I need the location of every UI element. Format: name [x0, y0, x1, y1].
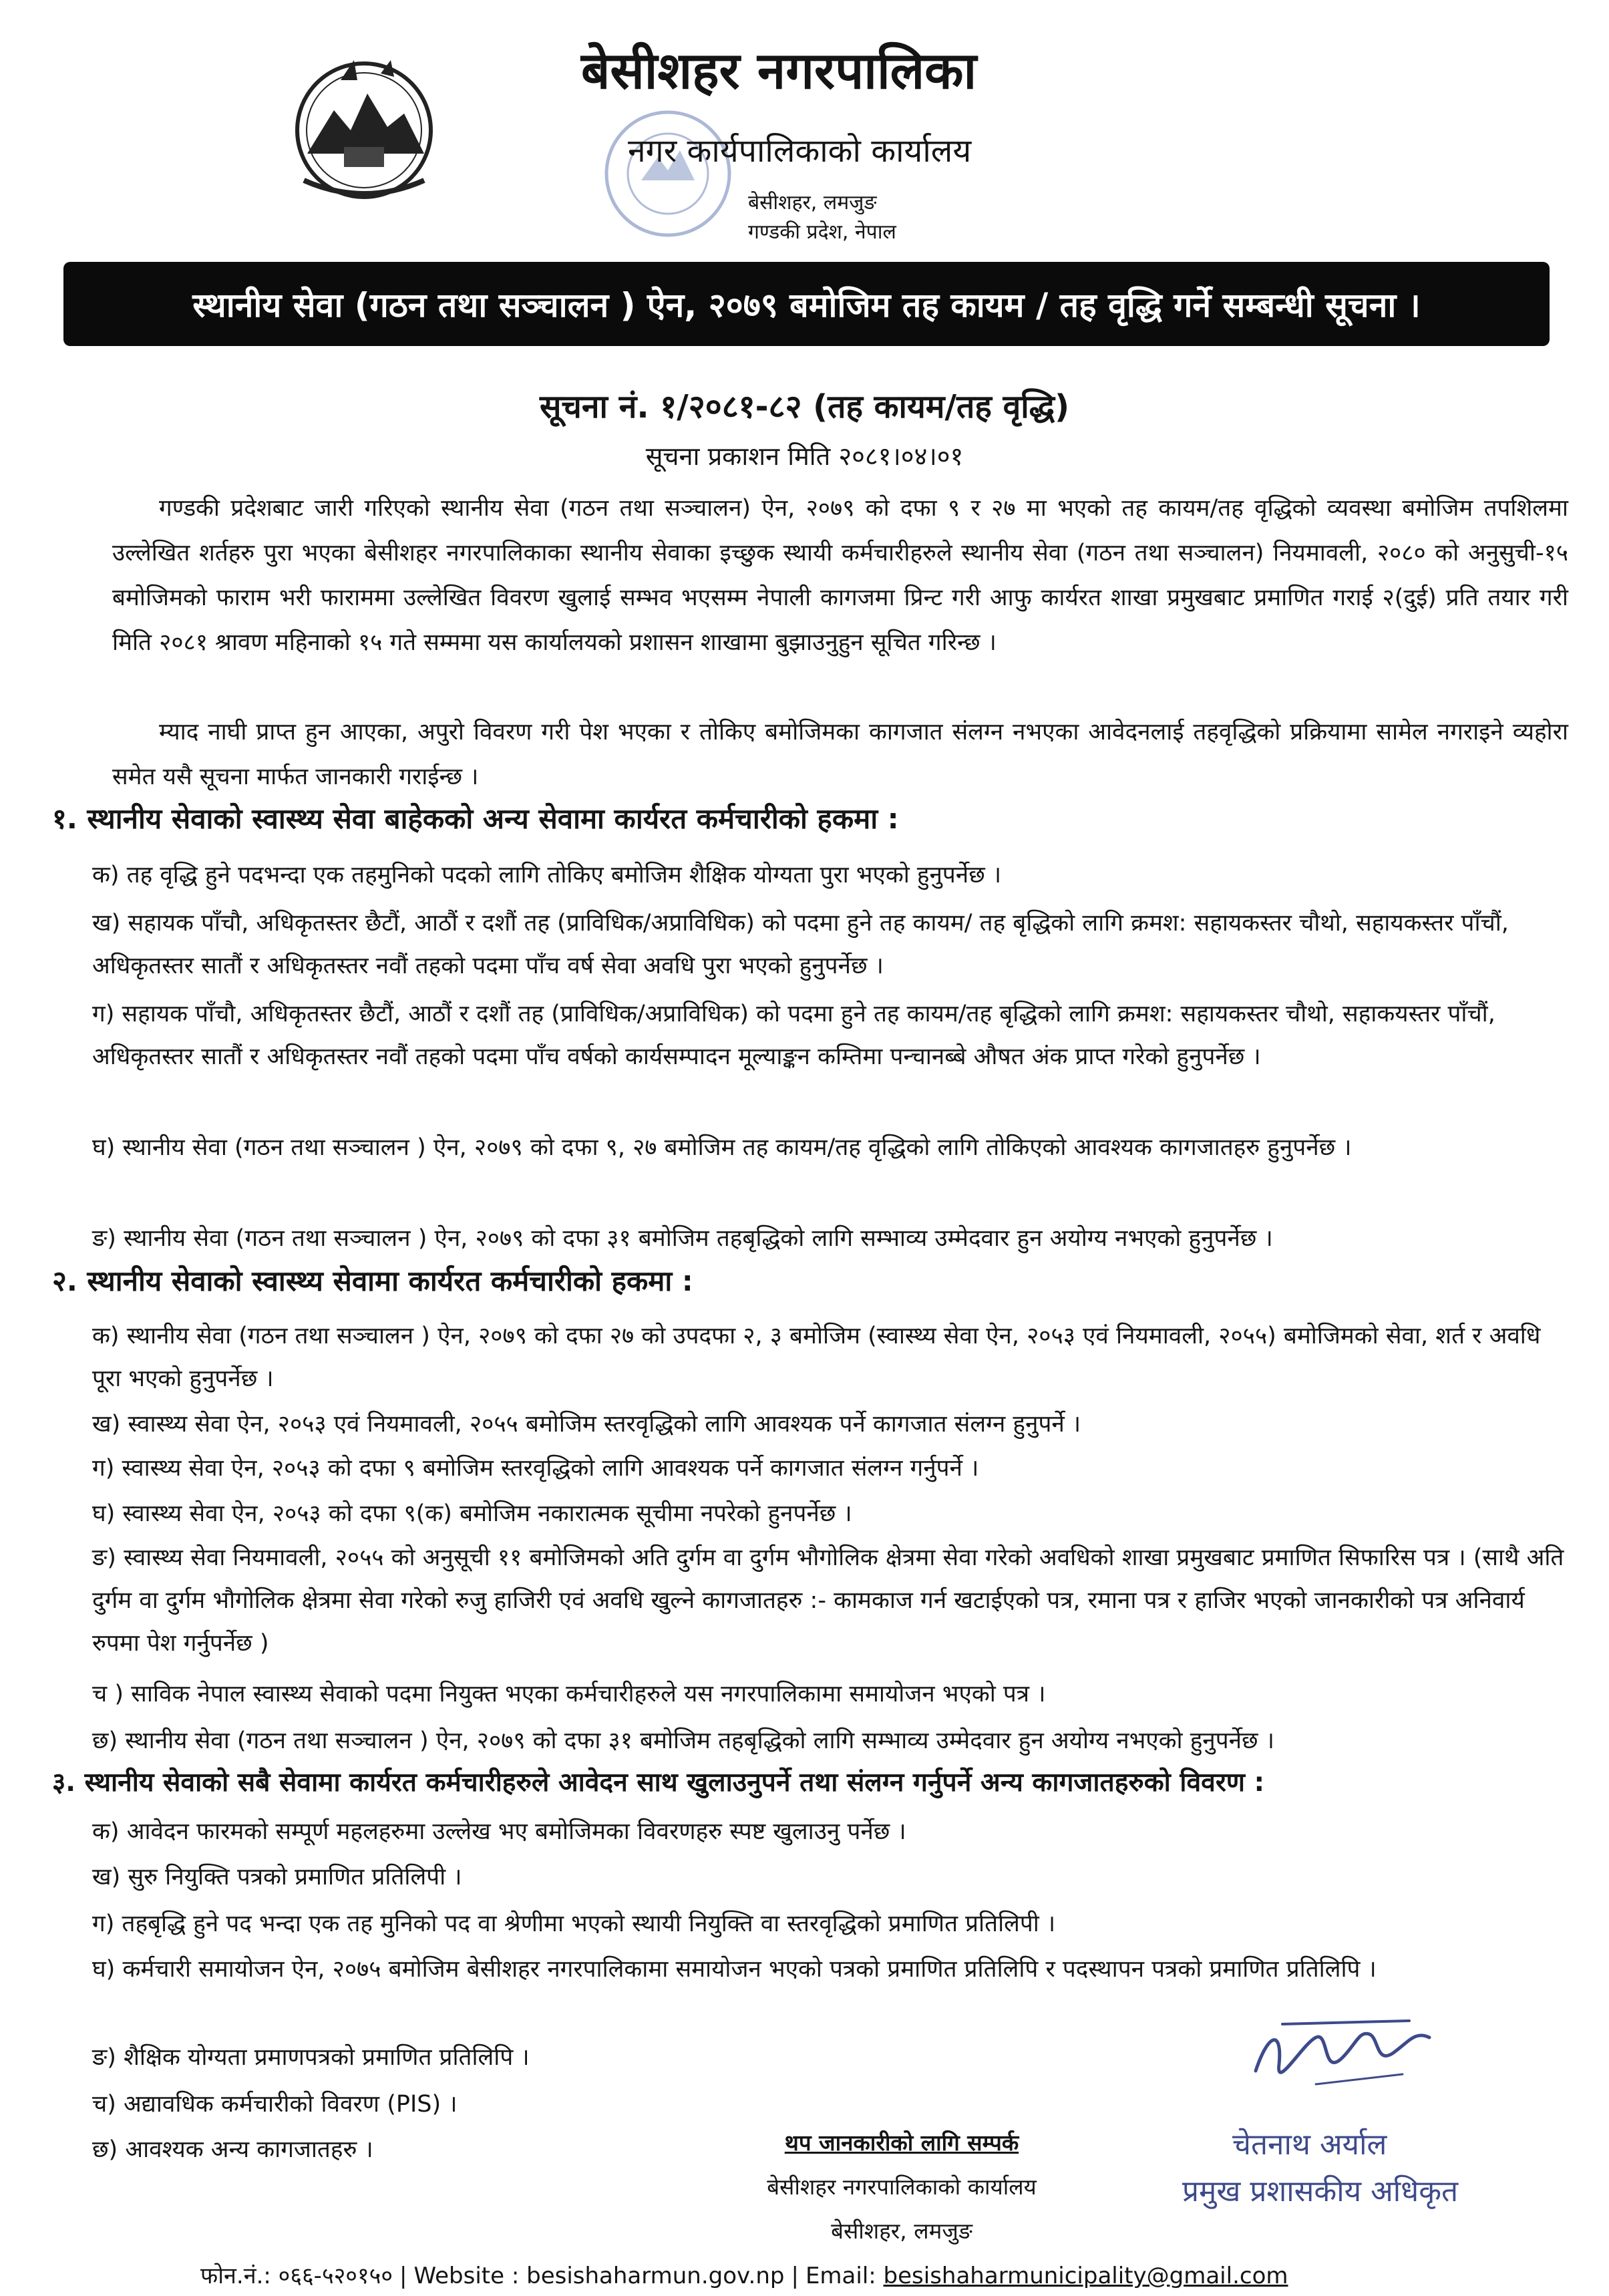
item-text: स्वास्थ्य सेवा ऐन, २०५३ एवं नियमावली, २०५५ बमोजिम स्तरवृद्धिको लागि आवश्यक पर्ने कागजात संलग्न हुनुपर्ने ।: [128, 1411, 1081, 1438]
item-label: क): [92, 1323, 120, 1349]
item-text: स्थानीय सेवा (गठन तथा सञ्चालन ) ऐन, २०७९ को दफा २७ को उपदफा २, ३ बमोजिम (स्वास्थ्य सेवा ऐन, २०५३ एवं नियमावली, २०५५) बमोजिमको सेवा, शर्त र अवधि पूरा भएको हुनुपर्नेछ ।: [92, 1323, 1541, 1392]
item-label: घ): [92, 1956, 116, 1983]
address-line-2: गण्डकी प्रदेश, नेपाल: [748, 220, 896, 244]
item-label: ग): [92, 1455, 115, 1482]
item-label: क): [92, 862, 120, 888]
item-label: घ): [92, 1134, 116, 1161]
item-text: आवेदन फारमको सम्पूर्ण महलहरुमा उल्लेख भए बमोजिमका विवरणहरु स्पष्ट खुलाउनु पर्नेछ ।: [126, 1818, 906, 1845]
item-text: आवश्यक अन्य कागजातहरु ।: [125, 2136, 373, 2163]
list-item: [92, 993, 1568, 1078]
nepal-emblem-icon: [281, 47, 448, 207]
contact-line-2: बेसीशहर, लमजुङ: [831, 2218, 972, 2244]
item-text: शैक्षिक योग्यता प्रमाणपत्रको प्रमाणित प्रतिलिपि ।: [124, 2044, 530, 2071]
notice-banner: स्थानीय सेवा (गठन तथा सञ्चालन ) ऐन, २०७९ बमोजिम तह कायम / तह वृद्धि गर्ने सम्बन्धी सूचना ।: [63, 262, 1550, 346]
item-label: च ): [92, 1681, 124, 1707]
list-item: [92, 1403, 1568, 1446]
item-label: छ): [92, 1728, 118, 1754]
footer-email[interactable]: besishaharmunicipality@gmail.com: [883, 2263, 1288, 2289]
list-item: [92, 1903, 1568, 1945]
item-text: कर्मचारी समायोजन ऐन, २०७५ बमोजिम बेसीशहर नगरपालिकामा समायोजन भएको पत्रको प्रमाणित प्रतिलिपि र पदस्थापन पत्रको प्रमाणित प्रतिलिपि ।: [122, 1956, 1377, 1983]
item-text: अद्यावधिक कर्मचारीको विवरण (PIS) ।: [124, 2091, 458, 2118]
item-text: सहायक पाँचौ, अधिकृतस्तर छैटौं, आठौं र दशौं तह (प्राविधिक/अप्राविधिक) को पदमा हुने तह कायम/ तह बृद्धिको लागि क्रमश: सहायकस्तर चौथो, सहायकस्तर पाँचौं, अधिकृतस्तर सातौं र अधिकृतस्तर नवौं तहको पदमा पाँच वर्ष सेवा अवधि पुरा भएको हुनुपर्नेछ ।: [92, 910, 1509, 979]
item-text: स्वास्थ्य सेवा ऐन, २०५३ को दफा ९ बमोजिम स्तरवृद्धिको लागि आवश्यक पर्ने कागजात संलग्न गर्नुपर्ने ।: [122, 1455, 979, 1482]
section-1-title: १. स्थानीय सेवाको स्वास्थ्य सेवा बाहेकको अन्य सेवामा कार्यरत कर्मचारीको हकमा :: [52, 802, 899, 835]
list-item: [92, 1536, 1568, 1665]
list-item: [92, 1719, 1568, 1762]
item-label: ख): [92, 1411, 121, 1438]
item-text: स्वास्थ्य सेवा ऐन, २०५३ को दफा ९(क) बमोजिम नकारात्मक सूचीमा नपरेको हुनपर्नेछ ।: [122, 1500, 852, 1527]
footer-phone: फोन.नं.: ०६६-५२०१५०: [200, 2263, 393, 2289]
item-label: क): [92, 1818, 120, 1845]
item-text: स्थानीय सेवा (गठन तथा सञ्चालन ) ऐन, २०७९ को दफा ९, २७ बमोजिम तह कायम/तह वृद्धिको लागि तोकिएको आवश्यक कागजातहरु हुनुपर्नेछ ।: [122, 1134, 1352, 1161]
footer-separator: |: [791, 2263, 799, 2289]
list-item: [92, 1856, 1568, 1899]
footer-website[interactable]: Website : besishaharmun.gov.np: [413, 2263, 785, 2289]
body-paragraph-2: म्याद नाघी प्राप्त हुन आएका, अपुरो विवरण गरी पेश भएका र तोकिए बमोजिमका कागजात संलग्न नभएका आवेदनलाई तहवृद्धिको प्रक्रियामा सामेल नगराइने व्यहोरा समेत यसै सूचना मार्फत जानकारी गराईन्छ ।: [112, 719, 1568, 790]
footer: [200, 2259, 1288, 2290]
list-item: [92, 1217, 1568, 1260]
list-item: [92, 1673, 1568, 1715]
item-text: तहबृद्धि हुने पद भन्दा एक तह मुनिको पद वा श्रेणीमा भएको स्थायी नियुक्ति वा स्तरवृद्धिको प्रमाणित प्रतिलिपी ।: [122, 1911, 1056, 1937]
item-label: ख): [92, 910, 121, 937]
item-label: घ): [92, 1500, 116, 1527]
signer-name: चेतनाथ अर्याल: [1232, 2128, 1387, 2162]
list-item: [92, 1126, 1568, 1169]
item-label: ख): [92, 1864, 121, 1891]
list-item: [92, 1810, 1568, 1853]
footer-separator: |: [399, 2263, 407, 2289]
notice-number: सूचना नं. १/२०८१-८२ (तह कायम/तह वृद्धि): [539, 388, 1070, 426]
item-text: स्थानीय सेवा (गठन तथा सञ्चालन ) ऐन, २०७९ को दफा ३१ बमोजिम तहबृद्धिको लागि सम्भाव्य उम्मेदवार हुन अयोग्य नभएको हुनुपर्नेछ ।: [124, 1225, 1273, 1252]
item-label: च): [92, 2091, 116, 2118]
section-2-title: २. स्थानीय सेवाको स्वास्थ्य सेवामा कार्यरत कर्मचारीको हकमा :: [52, 1265, 693, 1297]
footer-email-label: Email:: [805, 2263, 876, 2289]
item-text: स्वास्थ्य सेवा नियमावली, २०५५ को अनुसूची ११ बमोजिमको अति दुर्गम वा दुर्गम भौगोलिक क्षेत्रमा सेवा गरेको अवधिको शाखा प्रमुखबाट प्रमाणित सिफारिस पत्र । (साथै अति दुर्गम वा दुर्गम भौगोलिक क्षेत्रमा सेवा गरेको रुजु हाजिरी एवं अवधि खुल्ने कागजातहरु :- कामकाज गर्न खटाईएको पत्र, रमाना पत्र र हाजिर भएको जानकारीको पत्र अनिवार्य रुपमा पेश गर्नुपर्नेछ ): [92, 1544, 1564, 1657]
body-paragraph-1: गण्डकी प्रदेशबाट जारी गरिएको स्थानीय सेवा (गठन तथा सञ्चालन) ऐन, २०७९ को दफा ९ र २७ मा भएको तह कायम/तह वृद्धिको व्यवस्था बमोजिम तपशिलमा उल्लेखित शर्तहरु पुरा भएका बेसीशहर नगरपालिकाका स्थानीय सेवाका इच्छुक स्थायी कर्मचारीहरुले स्थानीय सेवा (गठन तथा सञ्चालन) नियमावली, २०८० को अनुसुची-१५ बमोजिमको फाराम भरी फाराममा उल्लेखित विवरण खुलाई सम्भव भएसम्म नेपाली कागजमा प्रिन्ट गरी आफु कार्यरत शाखा प्रमुखबाट प्रमाणित गराई २(दुई) प्रति तयार गरी मिति २०८१ श्रावण महिनाको १५ गते सम्ममा यस कार्यालयको प्रशासन शाखामा बुझाउनुहुन सूचित गरिन्छ ।: [112, 495, 1568, 656]
notice-date: सूचना प्रकाशन मिति २०८१।०४।०१: [645, 442, 964, 471]
office-name: बेसीशहर नगरपालिका: [581, 41, 977, 100]
list-item: [92, 1447, 1568, 1490]
address-line-1: बेसीशहर, लमजुङ: [748, 191, 877, 214]
contact-block: [668, 2121, 1135, 2253]
contact-title: थप जानकारीको लागि सम्पर्क: [784, 2130, 1019, 2156]
item-text: स्थानीय सेवा (गठन तथा सञ्चालन ) ऐन, २०७९ को दफा ३१ बमोजिम तहबृद्धिको लागि सम्भाव्य उम्मेदवार हुन अयोग्य नभएको हुनुपर्नेछ ।: [125, 1728, 1274, 1754]
item-text: साविक नेपाल स्वास्थ्य सेवाको पदमा नियुक्त भएका कर्मचारीहरुले यस नगरपालिकामा समायोजन भएको पत्र ।: [131, 1681, 1046, 1707]
office-subtitle: नगर कार्यपालिकाको कार्यालय: [628, 132, 972, 170]
item-label: छ): [92, 2136, 118, 2163]
item-text: सहायक पाँचौ, अधिकृतस्तर छैटौं, आठौं र दशौं तह (प्राविधिक/अप्राविधिक) को पदमा हुने तह कायम/तह बृद्धिको लागि क्रमश: सहायकस्तर चौथो, सहाकयस्तर पाँचौं, अधिकृतस्तर सातौं र अधिकृतस्तर नवौं तहको पदमा पाँच वर्षको कार्यसम्पादन मूल्याङ्कन कम्तिमा पन्चानब्बे औषत अंक प्राप्त गरेको हुनुपर्नेछ ।: [92, 1001, 1495, 1070]
item-label: ग): [92, 1001, 115, 1027]
list-item: [92, 902, 1568, 987]
signer-title: प्रमुख प्रशासकीय अधिकृत: [1182, 2174, 1459, 2208]
item-text: सुरु नियुक्ति पत्रको प्रमाणित प्रतिलिपी ।: [128, 1864, 462, 1891]
list-item: [92, 1948, 1568, 1991]
office-address: [748, 188, 896, 247]
signature-icon: [1242, 2004, 1443, 2104]
item-label: ङ): [92, 2044, 116, 2071]
item-label: ङ): [92, 1225, 116, 1252]
contact-line-1: बेसीशहर नगरपालिकाको कार्यालय: [767, 2174, 1037, 2200]
item-label: ङ): [92, 1544, 116, 1571]
list-item: [92, 854, 1568, 896]
section-3-title: ३. स्थानीय सेवाको सबै सेवामा कार्यरत कर्मचारीहरुले आवेदन साथ खुलाउनुपर्ने तथा संलग्न गर्नुपर्ने अन्य कागजातहरुको विवरण :: [52, 1768, 1265, 1798]
item-label: ग): [92, 1911, 115, 1937]
office-stamp-icon: [601, 107, 735, 240]
list-item: [92, 1492, 1568, 1535]
item-text: तह वृद्धि हुने पदभन्दा एक तहमुनिको पदको लागि तोकिए बमोजिम शैक्षिक योग्यता पुरा भएको हुनुपर्नेछ ।: [126, 862, 1002, 888]
list-item: [92, 1315, 1568, 1400]
